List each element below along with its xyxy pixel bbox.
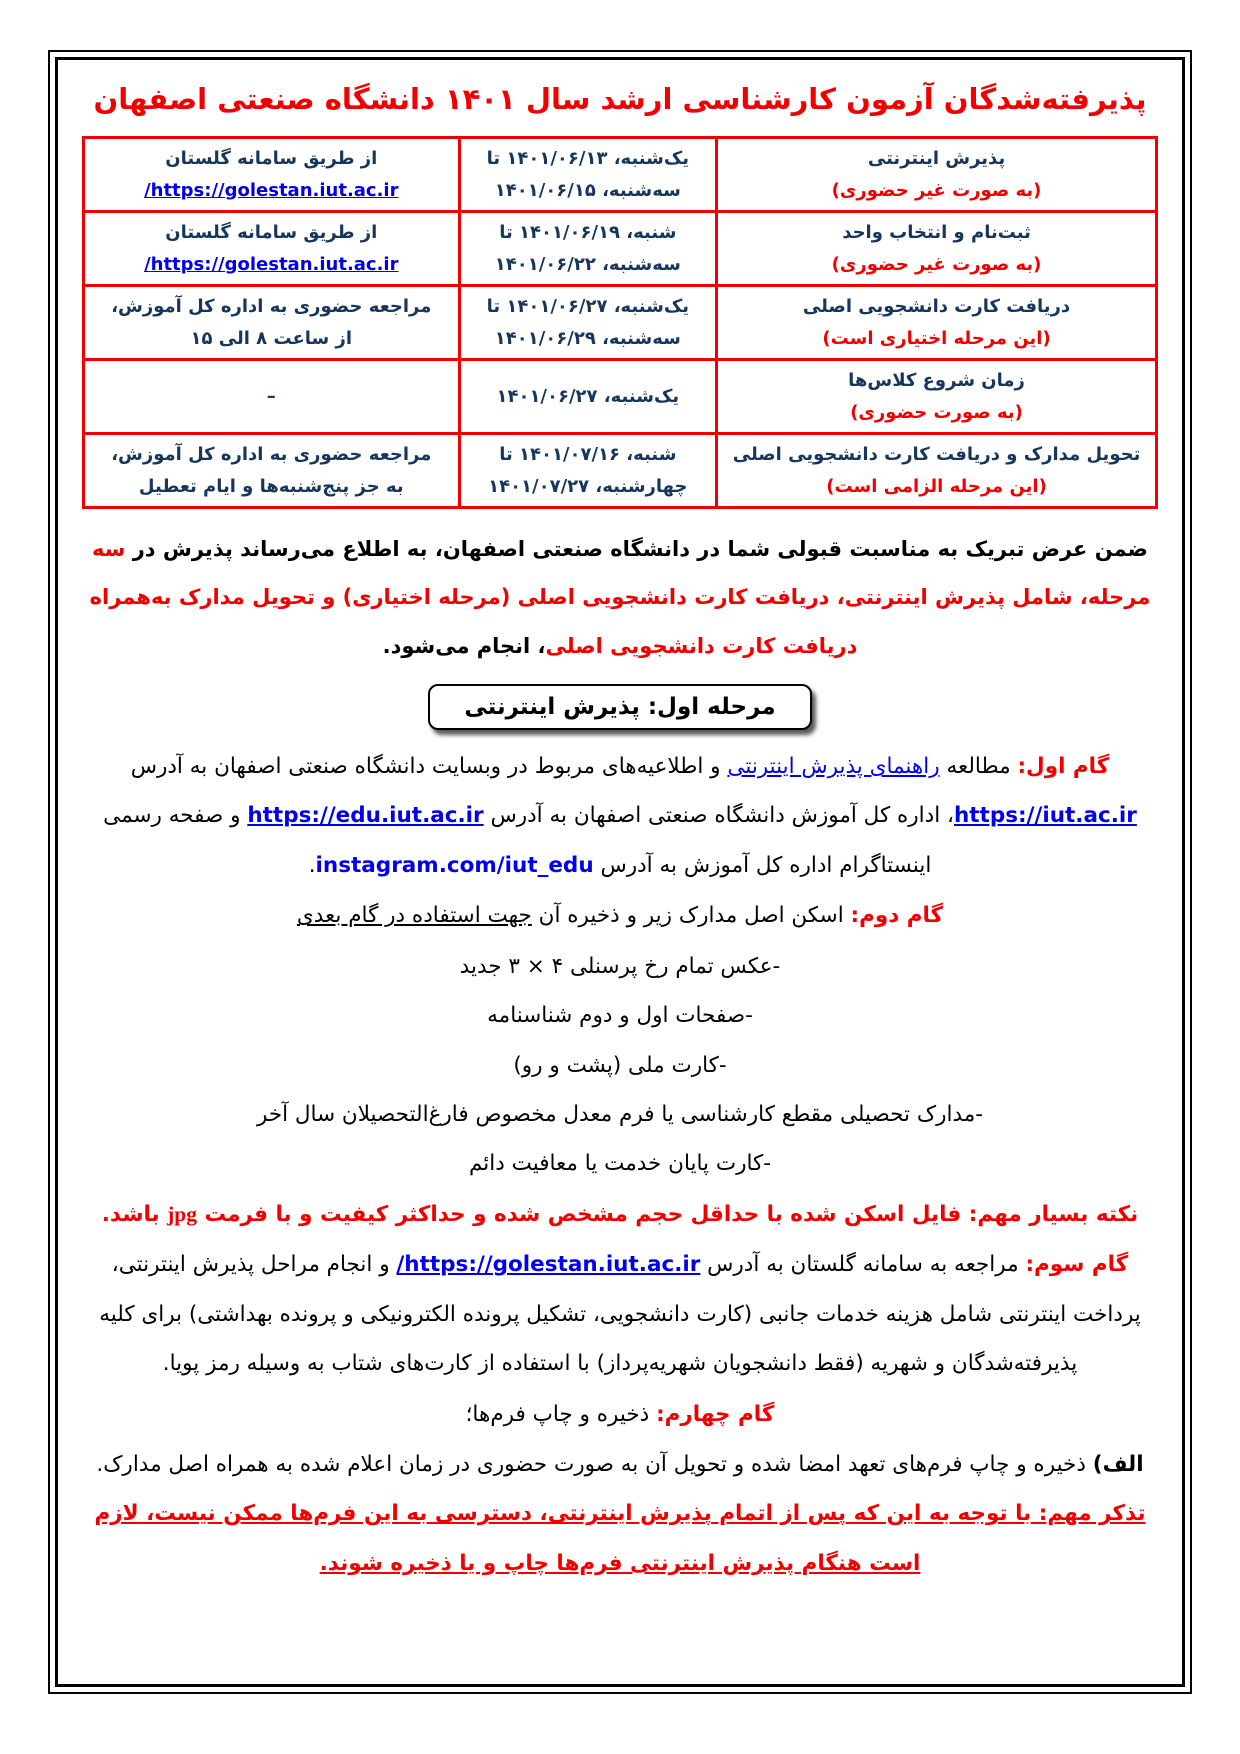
documents-list bbox=[82, 942, 1158, 1189]
step1-text: و صفحه رسمی اینستاگرام اداره کل آموزش به آدرس bbox=[103, 803, 932, 878]
method-cell bbox=[84, 434, 460, 508]
method-label: از طریق سامانه گلستان bbox=[165, 222, 378, 243]
important-note bbox=[82, 1190, 1158, 1239]
note-label: نکته بسیار مهم: bbox=[968, 1201, 1139, 1227]
category-cell bbox=[717, 212, 1157, 286]
table-row bbox=[84, 286, 1157, 360]
method-dash: – bbox=[266, 385, 276, 407]
date-cell bbox=[459, 360, 717, 434]
date-line: شنبه، ۱۴۰۱/۰۷/۱۶ تا bbox=[499, 444, 677, 465]
method-cell bbox=[84, 212, 460, 286]
admission-guide-link[interactable]: راهنمای پذیرش اینترنتی bbox=[727, 753, 940, 779]
list-item: -کارت ملی (پشت و رو) bbox=[513, 1052, 727, 1078]
method-cell bbox=[84, 138, 460, 212]
date-line: یک‌شنبه، ۱۴۰۱/۰۶/۱۳ تا bbox=[486, 148, 690, 169]
step2-text: اسکن اصل مدارک زیر و ذخیره آن bbox=[531, 903, 851, 929]
stage-one-box: مرحله اول: پذیرش اینترنتی bbox=[428, 684, 811, 730]
step3-label: گام سوم: bbox=[1025, 1252, 1129, 1278]
alef-text: ذخیره و چاپ فرم‌های تعهد امضا شده و تحویل آن به صورت حضوری در زمان اعلام شده به همراه اصل مدارک. bbox=[96, 1452, 1093, 1478]
category-label: پذیرش اینترنتی bbox=[867, 148, 1006, 169]
category-note: (به صورت حضوری) bbox=[850, 401, 1023, 423]
edu-site-link[interactable]: https://edu.iut.ac.ir bbox=[247, 803, 484, 829]
list-item: -صفحات اول و دوم شناسنامه bbox=[487, 1003, 753, 1029]
warning-label: تذکر مهم: bbox=[1038, 1501, 1146, 1527]
category-note: (به صورت غیر حضوری) bbox=[831, 253, 1042, 275]
instagram-link[interactable]: instagram.com/iut_edu bbox=[315, 852, 594, 878]
iut-site-link[interactable]: https://iut.ac.ir bbox=[953, 803, 1137, 829]
step4-paragraph bbox=[82, 1390, 1158, 1439]
method-label: مراجعه حضوری به اداره کل آموزش، bbox=[111, 444, 432, 465]
method-label: از ساعت ۸ الی ۱۵ bbox=[190, 327, 353, 349]
admission-schedule-table bbox=[82, 136, 1158, 509]
category-cell bbox=[717, 286, 1157, 360]
category-note: (به صورت غیر حضوری) bbox=[831, 179, 1042, 201]
list-item: -کارت پایان خدمت یا معافیت دائم bbox=[468, 1151, 772, 1177]
intro-paragraph bbox=[82, 525, 1158, 670]
step2-underlined-text: جهت استفاده در گام بعدی bbox=[296, 903, 532, 929]
date-line: سه‌شنبه، ۱۴۰۱/۰۶/۱۵ bbox=[494, 179, 681, 201]
alef-label: الف) bbox=[1092, 1452, 1144, 1478]
stage-box-container bbox=[82, 684, 1158, 730]
date-line: سه‌شنبه، ۱۴۰۱/۰۶/۲۲ bbox=[494, 253, 681, 275]
warning-text: با توجه به این که پس از اتمام پذیرش اینترنتی، دسترسی به این فرم‌ها ممکن نیست، لازم است هنگام پذیرش اینترنتی فرم‌ها چاپ و یا ذخیره شوند. bbox=[94, 1501, 1039, 1576]
step3-text: مراجعه به سامانه گلستان به آدرس bbox=[700, 1252, 1026, 1278]
date-cell bbox=[459, 212, 717, 286]
date-line: چهارشنبه، ۱۴۰۱/۰۷/۲۷ bbox=[488, 475, 688, 497]
page-title: پذیرفته‌شدگان آزمون کارشناسی ارشد سال ۱۴۰۱ دانشگاه صنعتی اصفهان bbox=[93, 82, 1147, 116]
step1-text: ، اداره کل آموزش دانشگاه صنعتی اصفهان به آدرس bbox=[483, 803, 954, 829]
date-line: سه‌شنبه، ۱۴۰۱/۰۶/۲۹ bbox=[494, 327, 681, 349]
date-cell bbox=[459, 286, 717, 360]
golestan-link[interactable]: https://golestan.iut.ac.ir/ bbox=[396, 1252, 701, 1278]
step1-paragraph bbox=[82, 742, 1158, 890]
category-label: تحویل مدارک و دریافت کارت دانشجویی اصلی bbox=[732, 444, 1141, 465]
step3-text-end: و انجام مراحل پذیرش اینترنتی، پرداخت اینترنتی شامل هزینه خدمات جانبی (کارت دانشجویی، تشکیل پرونده الکترونیکی و پرونده بهداشتی) برای کلیه پذیرفته‌شدگان و شهریه (فقط دانشجویان شهریه‌پرداز) با استفاده از کارت‌های شتاب به وسیله رمز پویا. bbox=[99, 1252, 1141, 1377]
step4-text: ذخیره و چاپ فرم‌ها؛ bbox=[465, 1401, 657, 1427]
method-label: مراجعه حضوری به اداره کل آموزش، bbox=[111, 296, 432, 317]
list-item: -عکس تمام رخ پرسنلی ۴ × ۳ جدید bbox=[459, 953, 781, 979]
table-row bbox=[84, 360, 1157, 434]
step1-text: . bbox=[308, 852, 316, 878]
method-label: از طریق سامانه گلستان bbox=[165, 148, 378, 169]
step2-label: گام دوم: bbox=[850, 903, 944, 929]
date-line: یک‌شنبه، ۱۴۰۱/۰۶/۲۷ bbox=[496, 385, 680, 407]
list-item: -مدارک تحصیلی مقطع کارشناسی یا فرم معدل مخصوص فارغ‌التحصیلان سال آخر bbox=[256, 1101, 984, 1127]
date-cell bbox=[459, 138, 717, 212]
table-row bbox=[84, 212, 1157, 286]
table-row bbox=[84, 138, 1157, 212]
date-line: شنبه، ۱۴۰۱/۰۶/۱۹ تا bbox=[499, 222, 677, 243]
category-note: (این مرحله الزامی است) bbox=[826, 475, 1047, 497]
table-row bbox=[84, 434, 1157, 508]
step1-text: مطالعه bbox=[939, 753, 1018, 779]
step4-label: گام چهارم: bbox=[656, 1401, 775, 1427]
category-label: ثبت‌نام و انتخاب واحد bbox=[842, 222, 1031, 243]
method-cell bbox=[84, 360, 460, 434]
note-text: فایل اسکن شده با حداقل حجم مشخص شده و حداکثر کیفیت و با فرمت bbox=[196, 1201, 969, 1227]
intro-text: ضمن عرض تبریک به مناسبت قبولی شما در دانشگاه صنعتی اصفهان، به اطلاع می‌رساند پذیرش در bbox=[125, 537, 1148, 561]
golestan-link[interactable]: https://golestan.iut.ac.ir/ bbox=[144, 253, 399, 275]
step3-paragraph bbox=[82, 1240, 1158, 1388]
method-label: به جز پنج‌شنبه‌ها و ایام تعطیل bbox=[138, 475, 404, 497]
page-outer-border bbox=[48, 50, 1192, 1694]
category-note: (این مرحله اختیاری است) bbox=[822, 327, 1051, 349]
golestan-link[interactable]: https://golestan.iut.ac.ir/ bbox=[144, 179, 399, 201]
category-cell bbox=[717, 360, 1157, 434]
category-label: زمان شروع کلاس‌ها bbox=[848, 370, 1025, 391]
category-cell bbox=[717, 434, 1157, 508]
step1-label: گام اول: bbox=[1017, 753, 1110, 779]
intro-highlight: سه مرحله، شامل پذیرش اینترنتی، دریافت کارت دانشجویی اصلی (مرحله اختیاری) و تحویل مدارک به‌همراه دریافت کارت دانشجویی اصلی bbox=[89, 537, 1151, 658]
alef-paragraph bbox=[82, 1440, 1158, 1588]
note-text-end: باشد. bbox=[101, 1201, 168, 1227]
date-cell bbox=[459, 434, 717, 508]
category-label: دریافت کارت دانشجویی اصلی bbox=[802, 296, 1071, 317]
step1-text: و اطلاعیه‌های مربوط در وبسایت دانشگاه صنعتی اصفهان به آدرس bbox=[130, 753, 728, 779]
category-cell bbox=[717, 138, 1157, 212]
page-inner-border bbox=[55, 57, 1185, 1687]
method-cell bbox=[84, 286, 460, 360]
date-line: یک‌شنبه، ۱۴۰۱/۰۶/۲۷ تا bbox=[486, 296, 690, 317]
intro-text-end: ، انجام می‌شود. bbox=[382, 633, 546, 658]
step2-paragraph bbox=[82, 891, 1158, 940]
jpg-format-text: jpg bbox=[167, 1201, 197, 1226]
